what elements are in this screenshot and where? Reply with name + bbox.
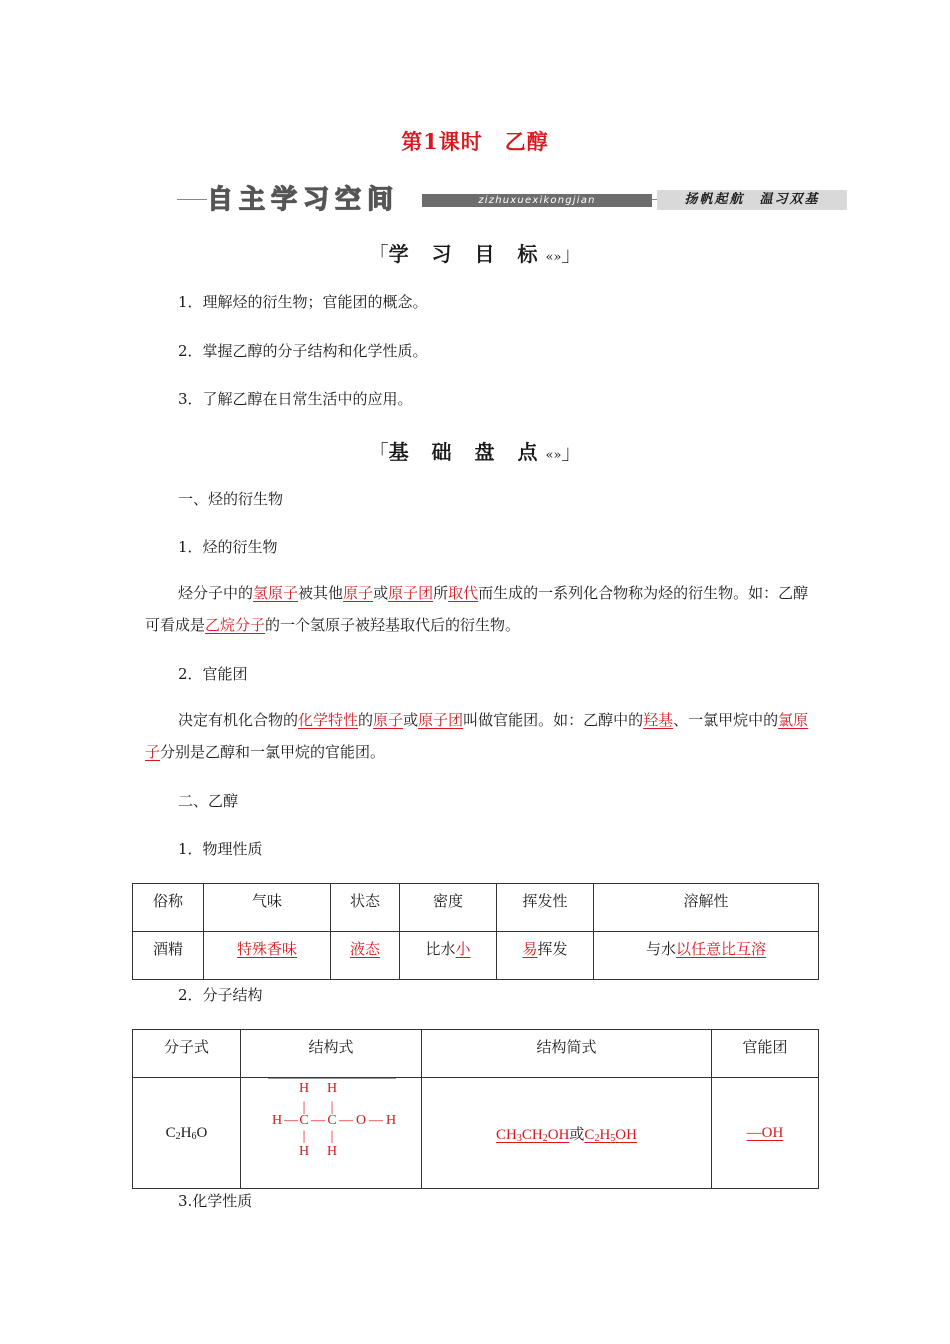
table-header-cell: 俗称: [133, 884, 204, 932]
goals-heading: 「学 习 目 标«»」: [368, 242, 582, 266]
bond-label: —: [311, 1113, 325, 1128]
atom-label: H: [385, 1113, 397, 1128]
answer-blank: 化学特性: [298, 711, 359, 729]
answer-blank: 乙烷分子: [205, 616, 266, 634]
atom-label: C: [299, 1113, 309, 1128]
answer-blank: 原子: [343, 584, 374, 602]
part2-sub2: 2．分子结构: [178, 986, 263, 1004]
goal-item: 2．掌握乙醇的分子结构和化学性质。: [178, 342, 428, 360]
table-cell: 特殊香味: [204, 932, 331, 980]
atom-label: O: [355, 1113, 367, 1128]
molecular-formula: $C_2H_6O$: [133, 1078, 241, 1189]
table-cell: 酒精: [133, 932, 204, 980]
ornament-icon: «»: [545, 448, 562, 463]
basics-heading: 「基 础 盘 点«»」: [368, 440, 582, 464]
bond-label: |: [302, 1129, 306, 1144]
table-header-cell: 气味: [204, 884, 331, 932]
table-cell: 液态: [331, 932, 400, 980]
answer-blank: 原子团: [418, 711, 464, 729]
atom-label: H: [298, 1081, 310, 1096]
answer-blank: 原子: [373, 711, 404, 729]
page-title: 第1课时 乙醇: [401, 129, 549, 154]
atom-label: H: [271, 1113, 283, 1128]
table-cell: 与水以任意比互溶: [594, 932, 819, 980]
goal-item: 1．理解烃的衍生物；官能团的概念。: [178, 293, 428, 311]
table-row: [133, 1078, 819, 1189]
atom-label: H: [326, 1081, 338, 1096]
banner-slogan: 扬帆起航 温习双基: [657, 190, 847, 210]
part1-sub1: 1．烃的衍生物: [178, 538, 278, 556]
table-header-cell: 溶解性: [594, 884, 819, 932]
answer-blank: 羟基: [643, 711, 674, 729]
table-header-row: [133, 1030, 819, 1078]
table-cell: 易挥发: [497, 932, 594, 980]
functional-group: —OH: [712, 1078, 819, 1189]
physical-properties-table: [132, 883, 819, 980]
table-cell: 比水小: [400, 932, 497, 980]
bond-label: |: [330, 1100, 334, 1115]
part1-sub2: 2．官能团: [178, 665, 248, 683]
bond-label: |: [330, 1129, 334, 1144]
answer-blank: 原子团: [388, 584, 434, 602]
goals-heading-text: 学 习 目 标: [388, 242, 546, 266]
answer-blank: 取代: [448, 584, 479, 602]
table-header-row: [133, 884, 819, 932]
part2-sub3: 3.化学性质: [178, 1192, 253, 1210]
table-header-cell: 结构简式: [422, 1030, 712, 1078]
goal-item: 3．了解乙醇在日常生活中的应用。: [178, 390, 413, 408]
table-header-cell: 挥发性: [497, 884, 594, 932]
bond-label: —: [339, 1113, 353, 1128]
answer-blank: 氯原子: [145, 711, 809, 761]
part2-sub1: 1．物理性质: [178, 840, 263, 858]
bond-label: —: [369, 1113, 383, 1128]
bond-label: |: [302, 1100, 306, 1115]
table-header-cell: 分子式: [133, 1030, 241, 1078]
atom-label: H: [326, 1144, 338, 1159]
section-banner: [177, 186, 847, 214]
atom-label: H: [298, 1144, 310, 1159]
paragraph-functional-group: 决定有机化合物的化学特性的原子或原子团叫做官能团。如：乙醇中的羟基、一氯甲烷中的氯原子分别是乙醇和一氯甲烷的官能团。: [145, 711, 809, 761]
part2-heading: 二、乙醇: [178, 792, 239, 810]
structural-simplified-formula: $CH_3CH_2OH$或$C_2H_5OH$: [422, 1078, 712, 1189]
ethanol-structure-diagram: [241, 1078, 413, 1188]
bond-label: —: [284, 1113, 298, 1128]
table-header-cell: 状态: [331, 884, 400, 932]
ornament-icon: «»: [545, 250, 562, 265]
table-header-cell: 密度: [400, 884, 497, 932]
basics-heading-text: 基 础 盘 点: [388, 440, 546, 464]
banner-pinyin: zizhuxuexikongjian: [422, 194, 652, 207]
answer-blank: 氢原子: [253, 584, 299, 602]
table-header-cell: 结构式: [241, 1030, 422, 1078]
table-header-cell: 官能团: [712, 1030, 819, 1078]
part1-heading: 一、烃的衍生物: [178, 490, 284, 508]
banner-title: 自主学习空间: [207, 186, 437, 214]
paragraph-derivatives: 烃分子中的氢原子被其他原子或原子团所取代而生成的一系列化合物称为烃的衍生物。如：乙醇可看成是乙烷分子的一个氢原子被羟基取代后的衍生物。: [145, 584, 809, 634]
atom-label: C: [327, 1113, 337, 1128]
structural-formula-cell: [241, 1078, 422, 1189]
molecular-structure-table: [132, 1029, 819, 1189]
table-row: [133, 932, 819, 980]
